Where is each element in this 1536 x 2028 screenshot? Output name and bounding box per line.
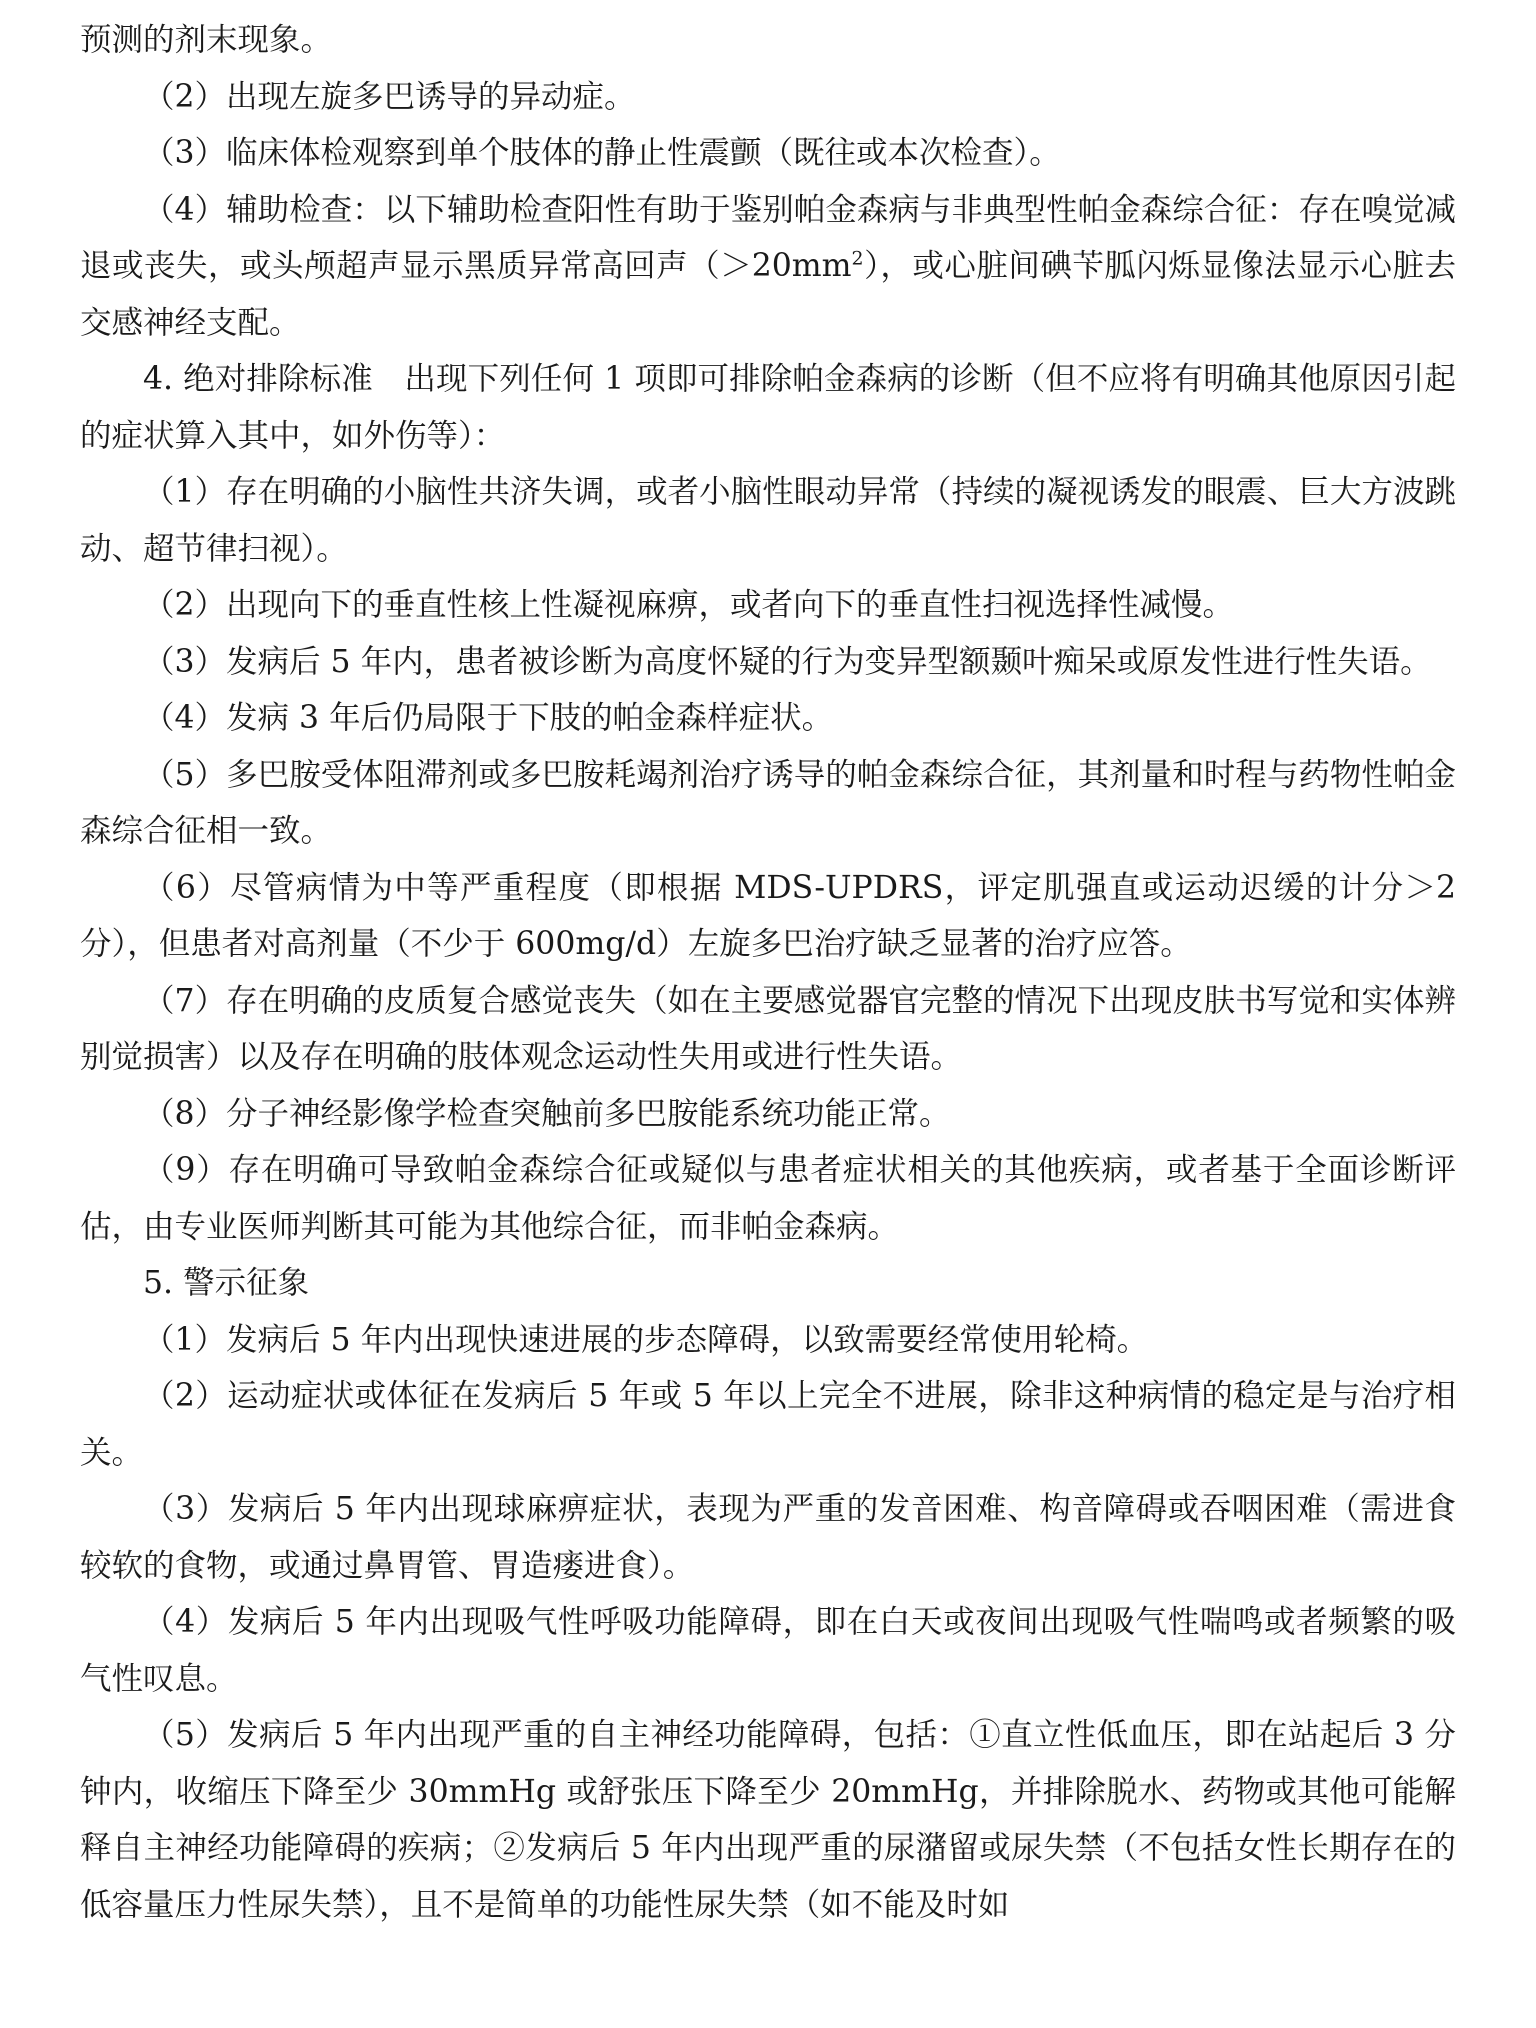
warning-item-1: （1）发病后 5 年内出现快速进展的步态障碍，以致需要经常使用轮椅。 [143,1321,1149,1358]
exclusion-item-4: （4）发病 3 年后仍局限于下肢的帕金森样症状。 [143,700,834,736]
exclusion-item-3: （3）发病后 5 年内，患者被诊断为高度怀疑的行为变异型额颞叶痴呆或原发性进行性失语。 [143,643,1432,680]
warning-item-3: （3）发病后 5 年内出现球麻痹症状，表现为严重的发音困难、构音障碍或吞咽困难（需进食较软的食物，或通过鼻胃管、胃造瘘进食）。 [80,1491,1456,1584]
paragraph-item-4-auxiliary-exam [80,182,1456,352]
exclusion-item-1: （1）存在明确的小脑性共济失调，或者小脑性眼动异常（持续的凝视诱发的眼震、巨大方波跳动、超节律扫视）。 [80,474,1456,567]
exclusion-item-2: （2）出现向下的垂直性核上性凝视麻痹，或者向下的垂直性扫视选择性减慢。 [143,587,1235,623]
warning-item-4: （4）发病后 5 年内出现吸气性呼吸功能障碍，即在白天或夜间出现吸气性喘鸣或者频繁的吸气性叹息。 [80,1604,1456,1697]
exclusion-item-8: （8）分子神经影像学检查突触前多巴胺能系统功能正常。 [143,1095,951,1132]
section-heading-absolute-exclusion: 4. 绝对排除标准 出现下列任何 1 项即可排除帕金森病的诊断（但不应将有明确其他原因引起的症状算入其中，如外伤等）： [80,361,1456,454]
exclusion-item-7: （7）存在明确的皮质复合感觉丧失（如在主要感觉器官完整的情况下出现皮肤书写觉和实体辨别觉损害）以及存在明确的肢体观念运动性失用或进行性失语。 [80,982,1456,1075]
paragraph-item-2-dyskinesia: （2）出现左旋多巴诱导的异动症。 [143,78,636,115]
section-heading-warning-signs: 5. 警示征象 [143,1265,310,1301]
warning-item-5: （5）发病后 5 年内出现严重的自主神经功能障碍，包括：①直立性低血压，即在站起后 3 分钟内，收缩压下降至少 30mmHg 或舒张压下降至少 20mmHg，并排除脱水、药物或其他可能解释自主神经功能障碍的疾病；②发病后 5 年内出现严重的尿潴留或尿失禁（不包括女性长期存在的低容量压力性尿失禁），且不是简单的功能性尿失禁（如不能及时如 [80,1717,1456,1923]
auxiliary-exam-text-before: （4）辅助检查：以下辅助检查阳性有助于鉴别帕金森病与非典型性帕金森综合征：存在嗅觉减退或丧失，或头颅超声显示黑质异常高回声（＞20mm [80,191,1456,284]
exclusion-item-6: （6）尽管病情为中等严重程度（即根据 MDS-UPDRS，评定肌强直或运动迟缓的计分＞2 分），但患者对高剂量（不少于 600mg/d）左旋多巴治疗缺乏显著的治疗应答。 [80,869,1456,962]
auxiliary-exam-text-after: ），或心脏间碘苄胍闪烁显像法显示心脏去交感神经支配。 [80,248,1456,341]
superscript: 2 [851,247,864,270]
document-page [80,12,1456,1933]
exclusion-item-5: （5）多巴胺受体阻滞剂或多巴胺耗竭剂治疗诱导的帕金森综合征，其剂量和时程与药物性帕金森综合征相一致。 [80,756,1456,849]
paragraph-continuation: 预测的剂末现象。 [80,22,333,58]
exclusion-item-9: （9）存在明确可导致帕金森综合征或疑似与患者症状相关的其他疾病，或者基于全面诊断评估，由专业医师判断其可能为其他综合征，而非帕金森病。 [80,1152,1456,1245]
warning-item-2: （2）运动症状或体征在发病后 5 年或 5 年以上完全不进展，除非这种病情的稳定是与治疗相关。 [80,1378,1456,1471]
paragraph-item-3-tremor: （3）临床体检观察到单个肢体的静止性震颤（既往或本次检查）。 [143,135,1061,171]
